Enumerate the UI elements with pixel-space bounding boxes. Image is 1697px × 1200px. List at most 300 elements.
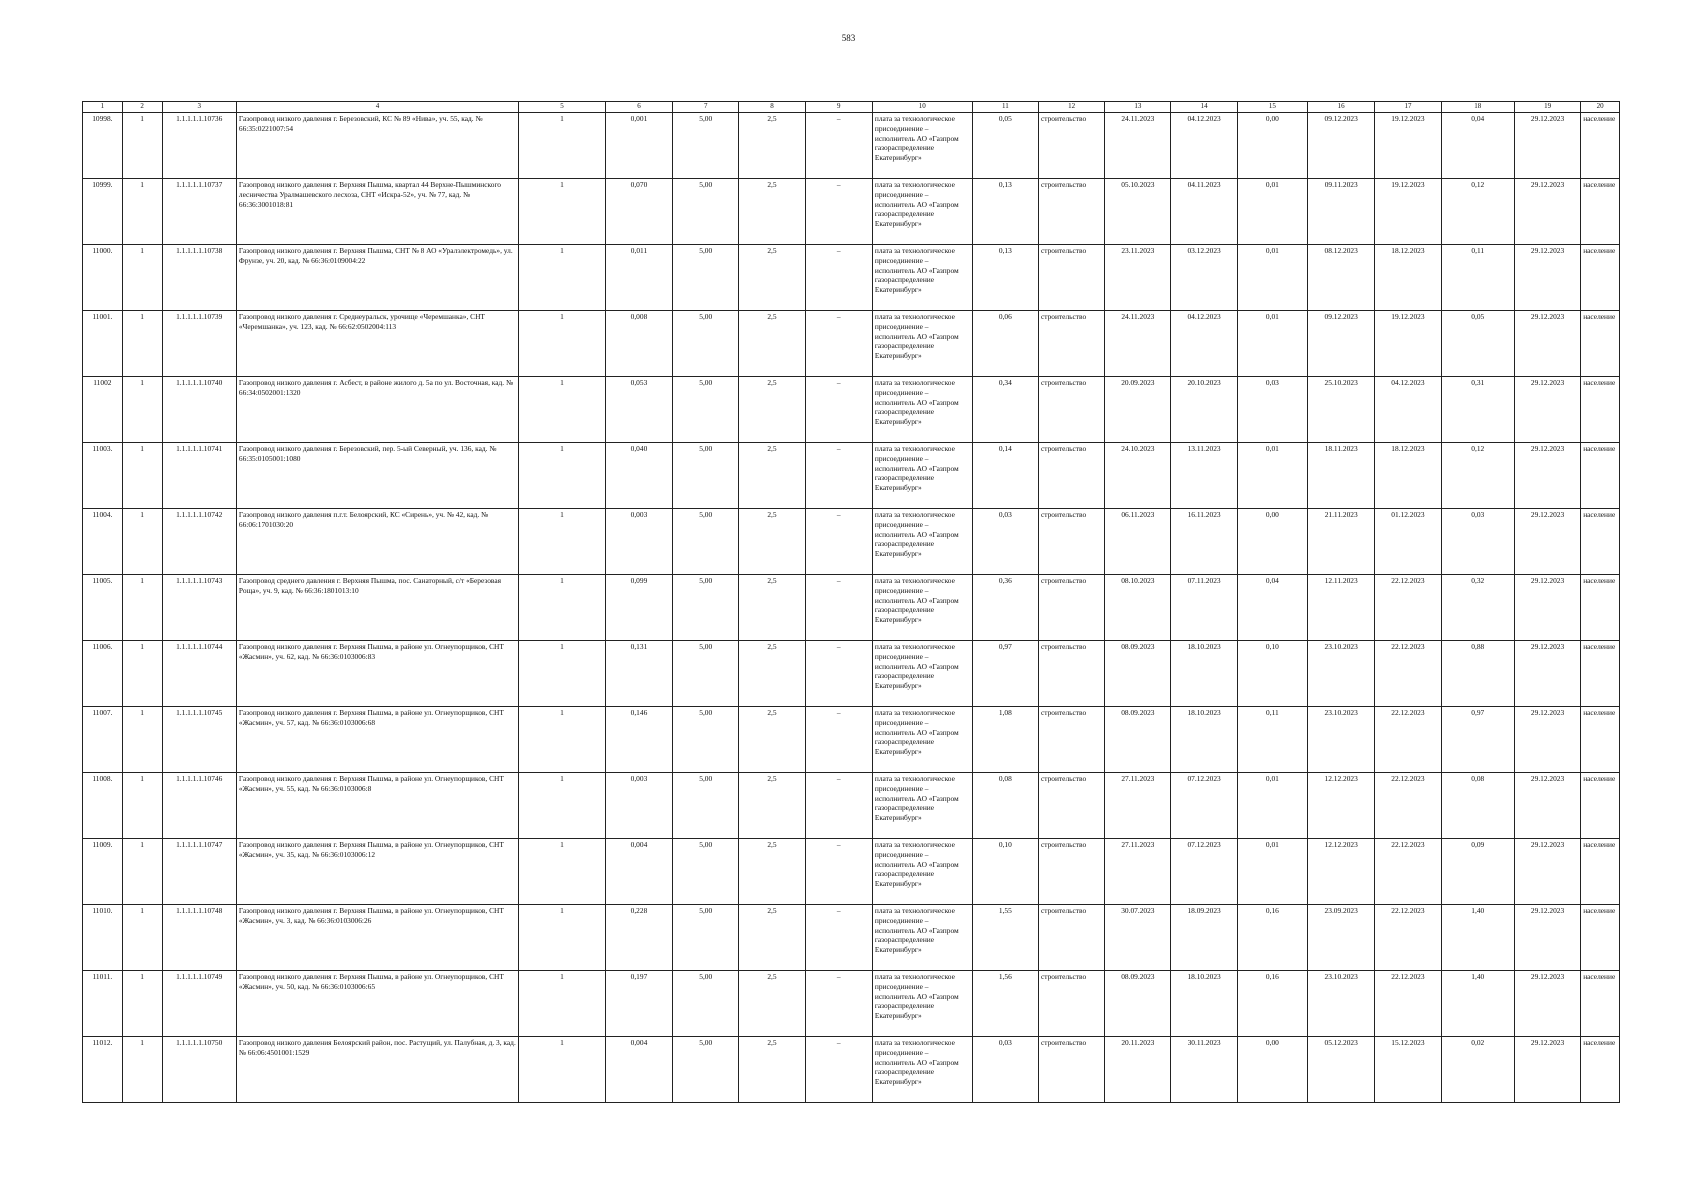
cell-c10: плата за технологическое присоединение – исполнитель АО «Газпром газораспределение Екатеринбург»	[872, 905, 972, 971]
cell-c8: 2,5	[739, 575, 805, 641]
cell-c16: 21.11.2023	[1308, 509, 1375, 575]
cell-c12: строительство	[1038, 113, 1104, 179]
cell-desc: Газопровод низкого давления г. Верхняя Пышма, в районе ул. Огнеупорщиков, СНТ «Жасмин», уч. 3, кад. № 66:36:0103006:26	[236, 905, 518, 971]
cell-c15: 0,00	[1237, 509, 1307, 575]
cell-c5: 1	[519, 509, 606, 575]
cell-n: 11001.	[83, 311, 123, 377]
cell-c9: –	[805, 773, 872, 839]
table-row	[83, 113, 1620, 179]
column-header: 18	[1441, 102, 1514, 113]
cell-c6: 0,001	[605, 113, 672, 179]
cell-c17: 22.12.2023	[1375, 905, 1441, 971]
cell-c13: 06.11.2023	[1105, 509, 1171, 575]
cell-c17: 22.12.2023	[1375, 641, 1441, 707]
cell-c9: –	[805, 509, 872, 575]
cell-c7: 5,00	[673, 707, 739, 773]
cell-code: 1.1.1.1.1.10737	[162, 179, 236, 245]
cell-c13: 27.11.2023	[1105, 773, 1171, 839]
cell-n: 11009.	[83, 839, 123, 905]
cell-n: 11011.	[83, 971, 123, 1037]
cell-c12: строительство	[1038, 839, 1104, 905]
cell-c10: плата за технологическое присоединение – исполнитель АО «Газпром газораспределение Екатеринбург»	[872, 707, 972, 773]
cell-c2: 1	[122, 839, 162, 905]
cell-c11: 0,06	[972, 311, 1038, 377]
cell-code: 1.1.1.1.1.10736	[162, 113, 236, 179]
cell-desc: Газопровод низкого давления г. Верхняя Пышма, в районе ул. Огнеупорщиков, СНТ «Жасмин», уч. 35, кад. № 66:36:0103006:12	[236, 839, 518, 905]
cell-c16: 23.09.2023	[1308, 905, 1375, 971]
cell-c7: 5,00	[673, 971, 739, 1037]
cell-c20: население	[1581, 773, 1620, 839]
cell-c8: 2,5	[739, 113, 805, 179]
cell-c10: плата за технологическое присоединение – исполнитель АО «Газпром газораспределение Екатеринбург»	[872, 113, 972, 179]
cell-c13: 08.09.2023	[1105, 971, 1171, 1037]
cell-c8: 2,5	[739, 1037, 805, 1103]
cell-c5: 1	[519, 377, 606, 443]
cell-c6: 0,053	[605, 377, 672, 443]
cell-c14: 13.11.2023	[1171, 443, 1237, 509]
cell-c15: 0,00	[1237, 1037, 1307, 1103]
cell-c13: 30.07.2023	[1105, 905, 1171, 971]
cell-c14: 07.11.2023	[1171, 575, 1237, 641]
cell-n: 11007.	[83, 707, 123, 773]
cell-c12: строительство	[1038, 1037, 1104, 1103]
cell-c17: 22.12.2023	[1375, 707, 1441, 773]
cell-c8: 2,5	[739, 377, 805, 443]
cell-c9: –	[805, 575, 872, 641]
cell-c19: 29.12.2023	[1514, 839, 1580, 905]
cell-c19: 29.12.2023	[1514, 905, 1580, 971]
cell-c12: строительство	[1038, 245, 1104, 311]
cell-c16: 09.12.2023	[1308, 311, 1375, 377]
cell-code: 1.1.1.1.1.10748	[162, 905, 236, 971]
cell-c12: строительство	[1038, 443, 1104, 509]
cell-c9: –	[805, 839, 872, 905]
cell-n: 11003.	[83, 443, 123, 509]
cell-c14: 07.12.2023	[1171, 773, 1237, 839]
register-table	[82, 101, 1620, 1103]
cell-c12: строительство	[1038, 707, 1104, 773]
cell-c9: –	[805, 311, 872, 377]
cell-c20: население	[1581, 641, 1620, 707]
cell-code: 1.1.1.1.1.10738	[162, 245, 236, 311]
cell-c7: 5,00	[673, 245, 739, 311]
cell-c20: население	[1581, 377, 1620, 443]
cell-c6: 0,099	[605, 575, 672, 641]
column-header: 15	[1237, 102, 1307, 113]
cell-c2: 1	[122, 905, 162, 971]
column-header: 20	[1581, 102, 1620, 113]
cell-c7: 5,00	[673, 443, 739, 509]
cell-c13: 24.10.2023	[1105, 443, 1171, 509]
cell-c18: 0,09	[1441, 839, 1514, 905]
column-header: 5	[519, 102, 606, 113]
cell-c10: плата за технологическое присоединение – исполнитель АО «Газпром газораспределение Екатеринбург»	[872, 443, 972, 509]
cell-c8: 2,5	[739, 179, 805, 245]
cell-c11: 0,97	[972, 641, 1038, 707]
cell-n: 11012.	[83, 1037, 123, 1103]
cell-c11: 1,55	[972, 905, 1038, 971]
cell-c16: 18.11.2023	[1308, 443, 1375, 509]
cell-c7: 5,00	[673, 641, 739, 707]
cell-code: 1.1.1.1.1.10746	[162, 773, 236, 839]
cell-c15: 0,03	[1237, 377, 1307, 443]
cell-c11: 0,36	[972, 575, 1038, 641]
cell-c12: строительство	[1038, 311, 1104, 377]
cell-c9: –	[805, 179, 872, 245]
cell-c12: строительство	[1038, 971, 1104, 1037]
cell-c2: 1	[122, 971, 162, 1037]
cell-c8: 2,5	[739, 509, 805, 575]
column-header: 17	[1375, 102, 1441, 113]
table-row	[83, 905, 1620, 971]
column-header: 9	[805, 102, 872, 113]
cell-c19: 29.12.2023	[1514, 641, 1580, 707]
cell-c9: –	[805, 1037, 872, 1103]
cell-c11: 0,08	[972, 773, 1038, 839]
cell-c8: 2,5	[739, 443, 805, 509]
cell-c7: 5,00	[673, 1037, 739, 1103]
cell-c11: 0,03	[972, 509, 1038, 575]
cell-c11: 0,10	[972, 839, 1038, 905]
cell-c17: 18.12.2023	[1375, 443, 1441, 509]
cell-c7: 5,00	[673, 311, 739, 377]
cell-c7: 5,00	[673, 509, 739, 575]
cell-c18: 0,12	[1441, 443, 1514, 509]
cell-c5: 1	[519, 179, 606, 245]
cell-c18: 0,08	[1441, 773, 1514, 839]
cell-c12: строительство	[1038, 773, 1104, 839]
cell-c12: строительство	[1038, 905, 1104, 971]
cell-c19: 29.12.2023	[1514, 179, 1580, 245]
table-row	[83, 773, 1620, 839]
cell-c6: 0,040	[605, 443, 672, 509]
cell-c7: 5,00	[673, 179, 739, 245]
cell-c6: 0,146	[605, 707, 672, 773]
cell-c11: 0,13	[972, 245, 1038, 311]
cell-c7: 5,00	[673, 113, 739, 179]
cell-desc: Газопровод среднего давления г. Верхняя Пышма, пос. Санаторный, с/т «Березовая Роща», уч. 9, кад. № 66:36:1801013:10	[236, 575, 518, 641]
cell-c8: 2,5	[739, 641, 805, 707]
cell-c5: 1	[519, 839, 606, 905]
cell-c6: 0,228	[605, 905, 672, 971]
cell-c2: 1	[122, 641, 162, 707]
cell-n: 11008.	[83, 773, 123, 839]
cell-c20: население	[1581, 905, 1620, 971]
cell-c2: 1	[122, 377, 162, 443]
cell-c9: –	[805, 113, 872, 179]
table-row	[83, 377, 1620, 443]
cell-c6: 0,004	[605, 1037, 672, 1103]
cell-c6: 0,131	[605, 641, 672, 707]
cell-c8: 2,5	[739, 971, 805, 1037]
cell-c5: 1	[519, 971, 606, 1037]
cell-c17: 01.12.2023	[1375, 509, 1441, 575]
cell-c10: плата за технологическое присоединение – исполнитель АО «Газпром газораспределение Екатеринбург»	[872, 509, 972, 575]
cell-c17: 22.12.2023	[1375, 773, 1441, 839]
cell-c20: население	[1581, 839, 1620, 905]
table-row	[83, 839, 1620, 905]
cell-c13: 20.11.2023	[1105, 1037, 1171, 1103]
cell-n: 11010.	[83, 905, 123, 971]
cell-c18: 1,40	[1441, 971, 1514, 1037]
cell-code: 1.1.1.1.1.10749	[162, 971, 236, 1037]
cell-c15: 0,01	[1237, 311, 1307, 377]
column-header: 19	[1514, 102, 1580, 113]
cell-c15: 0,04	[1237, 575, 1307, 641]
cell-c18: 1,40	[1441, 905, 1514, 971]
cell-desc: Газопровод низкого давления г. Верхняя Пышма, в районе ул. Огнеупорщиков, СНТ «Жасмин», уч. 57, кад. № 66:36:0103006:68	[236, 707, 518, 773]
cell-n: 11004.	[83, 509, 123, 575]
cell-c7: 5,00	[673, 839, 739, 905]
cell-c19: 29.12.2023	[1514, 443, 1580, 509]
cell-c16: 12.11.2023	[1308, 575, 1375, 641]
cell-c14: 04.12.2023	[1171, 113, 1237, 179]
cell-c16: 05.12.2023	[1308, 1037, 1375, 1103]
cell-c19: 29.12.2023	[1514, 113, 1580, 179]
cell-c2: 1	[122, 245, 162, 311]
column-header: 12	[1038, 102, 1104, 113]
cell-c16: 09.12.2023	[1308, 113, 1375, 179]
column-number-row	[83, 102, 1620, 113]
column-header: 8	[739, 102, 805, 113]
cell-desc: Газопровод низкого давления г. Верхняя Пышма, квартал 44 Верхне-Пышминского лесничества Уралмашевского лесхоза, СНТ «Искра-52», уч. № 77, кад. № 66:36:3001018:81	[236, 179, 518, 245]
cell-c16: 23.10.2023	[1308, 707, 1375, 773]
cell-c5: 1	[519, 113, 606, 179]
cell-c20: население	[1581, 245, 1620, 311]
cell-c2: 1	[122, 179, 162, 245]
cell-c9: –	[805, 443, 872, 509]
page-number: 583	[841, 33, 856, 43]
cell-c2: 1	[122, 1037, 162, 1103]
cell-c13: 23.11.2023	[1105, 245, 1171, 311]
column-header: 1	[83, 102, 123, 113]
cell-c14: 18.09.2023	[1171, 905, 1237, 971]
cell-c10: плата за технологическое присоединение – исполнитель АО «Газпром газораспределение Екатеринбург»	[872, 1037, 972, 1103]
cell-c6: 0,070	[605, 179, 672, 245]
table-row	[83, 1037, 1620, 1103]
cell-c5: 1	[519, 707, 606, 773]
cell-c15: 0,01	[1237, 245, 1307, 311]
cell-c9: –	[805, 641, 872, 707]
cell-c16: 23.10.2023	[1308, 971, 1375, 1037]
cell-c15: 0,01	[1237, 443, 1307, 509]
table-row	[83, 245, 1620, 311]
cell-c13: 08.09.2023	[1105, 641, 1171, 707]
cell-c17: 22.12.2023	[1375, 839, 1441, 905]
cell-n: 11002	[83, 377, 123, 443]
cell-code: 1.1.1.1.1.10742	[162, 509, 236, 575]
cell-desc: Газопровод низкого давления Белоярский район, пос. Растущий, ул. Палубная, д. 3, кад. № 66:06:4501001:1529	[236, 1037, 518, 1103]
cell-c19: 29.12.2023	[1514, 311, 1580, 377]
cell-c13: 05.10.2023	[1105, 179, 1171, 245]
cell-c9: –	[805, 707, 872, 773]
cell-c16: 12.12.2023	[1308, 773, 1375, 839]
cell-desc: Газопровод низкого давления г. Верхняя Пышма, в районе ул. Огнеупорщиков, СНТ «Жасмин», уч. 50, кад. № 66:36:0103006:65	[236, 971, 518, 1037]
cell-c16: 23.10.2023	[1308, 641, 1375, 707]
cell-c8: 2,5	[739, 773, 805, 839]
cell-c7: 5,00	[673, 575, 739, 641]
cell-code: 1.1.1.1.1.10740	[162, 377, 236, 443]
cell-c12: строительство	[1038, 179, 1104, 245]
cell-c20: население	[1581, 179, 1620, 245]
cell-c11: 0,05	[972, 113, 1038, 179]
column-header: 13	[1105, 102, 1171, 113]
cell-c14: 18.10.2023	[1171, 641, 1237, 707]
cell-c17: 19.12.2023	[1375, 311, 1441, 377]
cell-c20: население	[1581, 575, 1620, 641]
table-row	[83, 443, 1620, 509]
column-header: 16	[1308, 102, 1375, 113]
cell-c11: 1,08	[972, 707, 1038, 773]
cell-c15: 0,11	[1237, 707, 1307, 773]
cell-c14: 20.10.2023	[1171, 377, 1237, 443]
cell-c15: 0,01	[1237, 179, 1307, 245]
cell-c18: 0,02	[1441, 1037, 1514, 1103]
cell-c10: плата за технологическое присоединение – исполнитель АО «Газпром газораспределение Екатеринбург»	[872, 641, 972, 707]
column-header: 2	[122, 102, 162, 113]
cell-c13: 24.11.2023	[1105, 113, 1171, 179]
cell-c15: 0,16	[1237, 905, 1307, 971]
cell-n: 11005.	[83, 575, 123, 641]
cell-c15: 0,00	[1237, 113, 1307, 179]
cell-c16: 25.10.2023	[1308, 377, 1375, 443]
cell-c11: 0,13	[972, 179, 1038, 245]
cell-c18: 0,05	[1441, 311, 1514, 377]
table-row	[83, 641, 1620, 707]
cell-c18: 0,04	[1441, 113, 1514, 179]
cell-c13: 08.09.2023	[1105, 707, 1171, 773]
cell-c18: 0,88	[1441, 641, 1514, 707]
cell-c19: 29.12.2023	[1514, 575, 1580, 641]
cell-c7: 5,00	[673, 377, 739, 443]
cell-c10: плата за технологическое присоединение – исполнитель АО «Газпром газораспределение Екатеринбург»	[872, 179, 972, 245]
table-row	[83, 707, 1620, 773]
cell-c16: 08.12.2023	[1308, 245, 1375, 311]
cell-c12: строительство	[1038, 377, 1104, 443]
cell-c20: население	[1581, 971, 1620, 1037]
cell-c9: –	[805, 971, 872, 1037]
cell-c16: 09.11.2023	[1308, 179, 1375, 245]
column-header: 7	[673, 102, 739, 113]
cell-c8: 2,5	[739, 311, 805, 377]
cell-c5: 1	[519, 641, 606, 707]
cell-c5: 1	[519, 575, 606, 641]
cell-c18: 0,03	[1441, 509, 1514, 575]
column-header: 3	[162, 102, 236, 113]
cell-n: 11006.	[83, 641, 123, 707]
column-header: 14	[1171, 102, 1237, 113]
cell-c15: 0,01	[1237, 839, 1307, 905]
cell-c5: 1	[519, 905, 606, 971]
cell-c10: плата за технологическое присоединение – исполнитель АО «Газпром газораспределение Екатеринбург»	[872, 839, 972, 905]
cell-c10: плата за технологическое присоединение – исполнитель АО «Газпром газораспределение Екатеринбург»	[872, 575, 972, 641]
cell-code: 1.1.1.1.1.10739	[162, 311, 236, 377]
table-row	[83, 575, 1620, 641]
cell-c2: 1	[122, 113, 162, 179]
table-body	[83, 113, 1620, 1103]
cell-c20: население	[1581, 443, 1620, 509]
cell-c8: 2,5	[739, 245, 805, 311]
cell-desc: Газопровод низкого давления г. Асбест, в районе жилого д. 5а по ул. Восточная, кад. № 66:34:0502001:1320	[236, 377, 518, 443]
cell-c18: 0,97	[1441, 707, 1514, 773]
column-header: 6	[605, 102, 672, 113]
cell-c17: 22.12.2023	[1375, 971, 1441, 1037]
cell-c18: 0,31	[1441, 377, 1514, 443]
cell-c9: –	[805, 245, 872, 311]
cell-c13: 08.10.2023	[1105, 575, 1171, 641]
cell-c13: 20.09.2023	[1105, 377, 1171, 443]
cell-c6: 0,008	[605, 311, 672, 377]
cell-c6: 0,197	[605, 971, 672, 1037]
cell-c9: –	[805, 905, 872, 971]
cell-c12: строительство	[1038, 575, 1104, 641]
cell-desc: Газопровод низкого давления г. Среднеуральск, урочище «Черемшанка», СНТ «Черемшанка», уч. 123, кад. № 66:62:0502004:113	[236, 311, 518, 377]
cell-c20: население	[1581, 113, 1620, 179]
cell-desc: Газопровод низкого давления г. Верхняя Пышма, СНТ № 8 АО «Уралэлектромедь», ул. Фрунзе, уч. 20, кад. № 66:36:0109004:22	[236, 245, 518, 311]
cell-c5: 1	[519, 1037, 606, 1103]
cell-c5: 1	[519, 245, 606, 311]
cell-c18: 0,12	[1441, 179, 1514, 245]
cell-c15: 0,01	[1237, 773, 1307, 839]
cell-c11: 1,56	[972, 971, 1038, 1037]
cell-c10: плата за технологическое присоединение – исполнитель АО «Газпром газораспределение Екатеринбург»	[872, 377, 972, 443]
cell-c14: 07.12.2023	[1171, 839, 1237, 905]
cell-desc: Газопровод низкого давления г. Верхняя Пышма, в районе ул. Огнеупорщиков, СНТ «Жасмин», уч. 55, кад. № 66:36:0103006:8	[236, 773, 518, 839]
table-row	[83, 971, 1620, 1037]
cell-n: 10999.	[83, 179, 123, 245]
cell-c20: население	[1581, 1037, 1620, 1103]
cell-c2: 1	[122, 311, 162, 377]
cell-c6: 0,011	[605, 245, 672, 311]
cell-c16: 12.12.2023	[1308, 839, 1375, 905]
table-row	[83, 179, 1620, 245]
cell-c19: 29.12.2023	[1514, 245, 1580, 311]
cell-c12: строительство	[1038, 509, 1104, 575]
cell-c14: 30.11.2023	[1171, 1037, 1237, 1103]
cell-n: 10998.	[83, 113, 123, 179]
cell-code: 1.1.1.1.1.10743	[162, 575, 236, 641]
cell-c17: 22.12.2023	[1375, 575, 1441, 641]
column-header: 10	[872, 102, 972, 113]
cell-c19: 29.12.2023	[1514, 377, 1580, 443]
cell-c13: 24.11.2023	[1105, 311, 1171, 377]
cell-desc: Газопровод низкого давления г. Березовский, КС № 89 «Нива», уч. 55, кад. № 66:35:0221007:54	[236, 113, 518, 179]
cell-c19: 29.12.2023	[1514, 509, 1580, 575]
cell-c13: 27.11.2023	[1105, 839, 1171, 905]
cell-c17: 19.12.2023	[1375, 113, 1441, 179]
cell-c7: 5,00	[673, 773, 739, 839]
cell-c18: 0,11	[1441, 245, 1514, 311]
cell-c8: 2,5	[739, 905, 805, 971]
table-row	[83, 509, 1620, 575]
cell-c6: 0,003	[605, 509, 672, 575]
cell-code: 1.1.1.1.1.10745	[162, 707, 236, 773]
cell-c17: 18.12.2023	[1375, 245, 1441, 311]
column-header: 4	[236, 102, 518, 113]
cell-c14: 03.12.2023	[1171, 245, 1237, 311]
cell-c17: 04.12.2023	[1375, 377, 1441, 443]
cell-code: 1.1.1.1.1.10744	[162, 641, 236, 707]
cell-c2: 1	[122, 707, 162, 773]
cell-c6: 0,004	[605, 839, 672, 905]
cell-c15: 0,10	[1237, 641, 1307, 707]
cell-c5: 1	[519, 773, 606, 839]
cell-c20: население	[1581, 311, 1620, 377]
cell-c14: 18.10.2023	[1171, 971, 1237, 1037]
cell-c19: 29.12.2023	[1514, 707, 1580, 773]
cell-desc: Газопровод низкого давления г. Березовский, пер. 5-ый Северный, уч. 136, кад. № 66:35:0105001:1080	[236, 443, 518, 509]
cell-c19: 29.12.2023	[1514, 1037, 1580, 1103]
